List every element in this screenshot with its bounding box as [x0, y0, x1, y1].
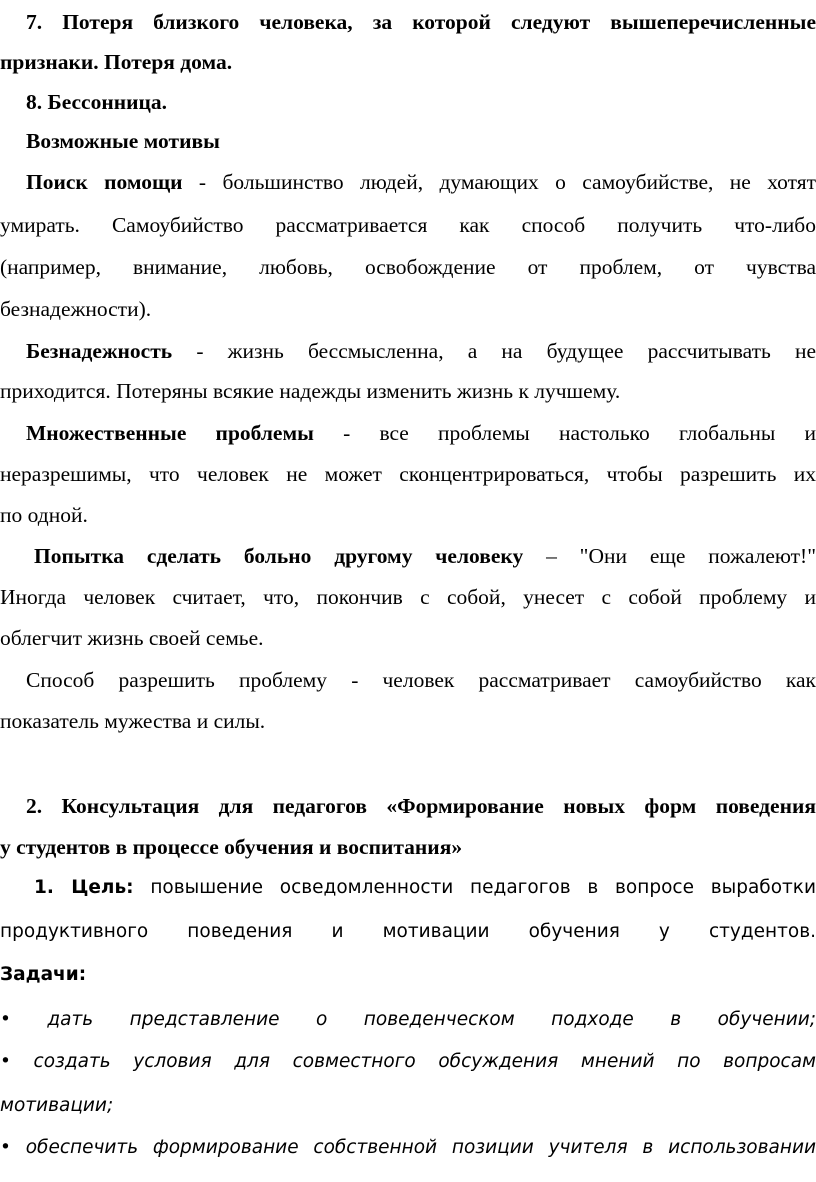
hurt-term: Попытка сделать больно другому человеку: [34, 544, 524, 568]
help-paragraph-line-4: безнадежности).: [0, 297, 152, 321]
motives-heading: Возможные мотивы: [26, 129, 220, 153]
task-3-line-1: • обеспечить формирование собственной позиции учителя в использовании: [0, 1137, 816, 1158]
help-paragraph-line-2: умирать. Самоубийство рассматривается как способ получить что-либо: [0, 213, 816, 237]
goal-label: 1. Цель:: [34, 877, 134, 898]
hopeless-term: Безнадежность: [26, 339, 173, 363]
item-7-line-2: признаки. Потеря дома.: [0, 50, 233, 74]
help-paragraph-line-3: (например, внимание, любовь, освобождение от проблем, от чувства: [0, 255, 816, 279]
goal-line-2: продуктивного поведения и мотивации обучения у студентов.: [0, 921, 816, 942]
solve-paragraph-line-2: показатель мужества и силы.: [0, 709, 266, 733]
task-2-line-2: мотивации;: [0, 1095, 114, 1116]
item-7-line-1: 7. Потеря близкого человека, за которой следуют вышеперечисленные: [26, 10, 816, 34]
goal-line-1: 1. Цель: повышение осведомленности педагогов в вопросе выработки: [34, 877, 816, 898]
multiple-paragraph-line-2: неразрешимы, что человек не может сконцентрироваться, чтобы разрешить их: [0, 462, 816, 486]
consultation-title-line-1: 2. Консультация для педагогов «Формирование новых форм поведения: [26, 794, 816, 818]
tasks-label: Задачи:: [0, 964, 87, 985]
hurt-paragraph-line-2: Иногда человек считает, что, покончив с собой, унесет с собой проблему и: [0, 585, 816, 609]
multiple-term: Множественные проблемы: [26, 421, 314, 445]
hurt-paragraph-line-3: облегчит жизнь своей семье.: [0, 626, 264, 650]
multiple-paragraph-line-3: по одной.: [0, 503, 88, 527]
hurt-paragraph-line-1: Попытка сделать больно другому человеку – "Они еще пожалеют!": [34, 544, 816, 568]
help-paragraph-line-1: Поиск помощи - большинство людей, думающих о самоубийстве, не хотят: [26, 170, 816, 194]
task-2-line-1: • создать условия для совместного обсуждения мнений по вопросам: [0, 1051, 816, 1072]
hopeless-paragraph-line-1: Безнадежность - жизнь бессмысленна, а на будущее рассчитывать не: [26, 339, 816, 363]
task-1: • дать представление о поведенческом подходе в обучении;: [0, 1009, 816, 1030]
solve-paragraph-line-1: Способ разрешить проблему - человек рассматривает самоубийство как: [26, 668, 816, 692]
consultation-title-line-2: у студентов в процессе обучения и воспитания»: [0, 835, 463, 859]
help-term: Поиск помощи: [26, 170, 183, 194]
multiple-paragraph-line-1: Множественные проблемы - все проблемы настолько глобальны и: [26, 421, 816, 445]
hopeless-paragraph-line-2: приходится. Потеряны всякие надежды изменить жизнь к лучшему.: [0, 379, 621, 403]
item-8: 8. Бессонница.: [26, 90, 168, 114]
